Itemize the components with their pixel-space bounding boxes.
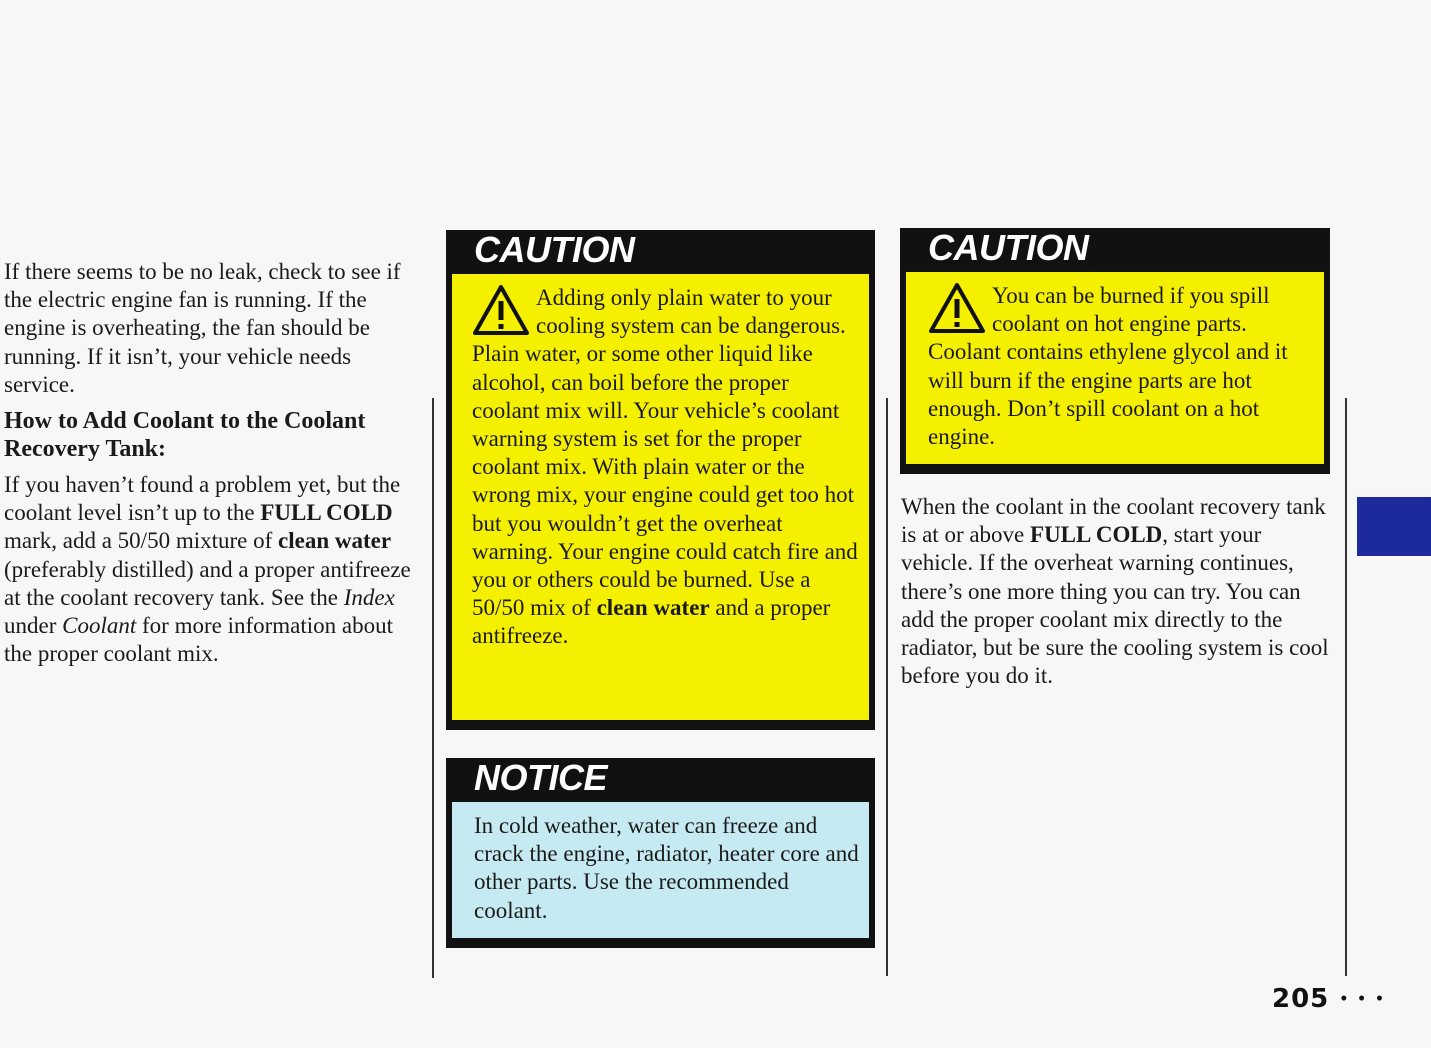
notice-box-cold-weather [446,758,875,948]
text-bold: clean water [278,528,392,554]
text-bold: FULL COLD [260,500,393,526]
right-column [901,493,1331,690]
column-divider [1345,398,1347,976]
text-run: for more information about the proper coolant mix. [4,613,394,667]
caution-body [906,272,1324,464]
column-divider [432,398,434,978]
page-number [1272,984,1386,1014]
paragraph-add-coolant [4,471,424,668]
caution-text-bold: clean water [596,595,710,621]
left-column [4,258,424,676]
text-run: , start your vehicle. If the overheat warning continues, there’s one more thing you can try. You can add the proper coolant mix directly to the radiator, but be sure the cooling system is cool before you do it. [901,522,1329,689]
text-run: under [4,613,63,639]
caution-text: You can be burned if you spill coolant on hot engine parts. Coolant contains ethylene glycol and it will burn if the engine parts are hot enough. Don’t spill coolant on a hot engine. [928,283,1288,450]
text-run: When the coolant in the coolant recovery tank is at or above [901,494,1326,548]
warning-triangle-icon [928,282,986,334]
caution-body [452,274,869,720]
page-number-text: 205 [1272,984,1330,1014]
paragraph-full-cold [901,493,1331,690]
caution-box-burn [900,228,1330,474]
caution-box-plain-water [446,230,875,730]
text-run: If you haven’t found a problem yet, but the coolant level isn’t up to the [4,472,401,526]
column-divider [886,398,888,976]
section-heading: How to Add Coolant to the Coolant Recovery Tank: [4,408,366,463]
caution-header: CAUTION [928,227,1089,268]
warning-triangle-icon [472,284,530,336]
notice-header: NOTICE [474,757,608,798]
text-italic: Coolant [62,613,137,639]
notice-text: In cold weather, water can freeze and crack the engine, radiator, heater core and other parts. Use the recommended coolant. [474,813,859,923]
text-bold: FULL COLD [1030,522,1163,548]
paragraph-fan-check: If there seems to be no leak, check to see if the electric engine fan is running. If the engine is overheating, the fan should be running. If it isn’t, your vehicle needs service. [4,259,401,397]
text-run: mark, add a 50/50 mixture of [4,528,279,554]
text-run: (preferably distilled) and a proper antifreeze at the coolant recovery tank. See the [4,556,411,610]
caution-text: and a proper antifreeze. [472,595,831,649]
page-dots: • • • [1339,991,1386,1008]
notice-body [452,802,869,938]
text-italic: Index [343,584,395,610]
caution-header: CAUTION [474,229,635,270]
caution-text: Adding only plain water to your cooling system can be dangerous. Plain water, or some other liquid like alcohol, can boil before the proper coolant mix will. Your vehicle’s coolant warning system is set for the proper coolant mix. With plain water or the wrong mix, your engine could get too hot but you wouldn’t get the overheat warning. Your engine could catch fire and you or others could be burned. Use a 50/50 mix of [472,285,858,621]
section-tab-marker [1357,497,1431,556]
